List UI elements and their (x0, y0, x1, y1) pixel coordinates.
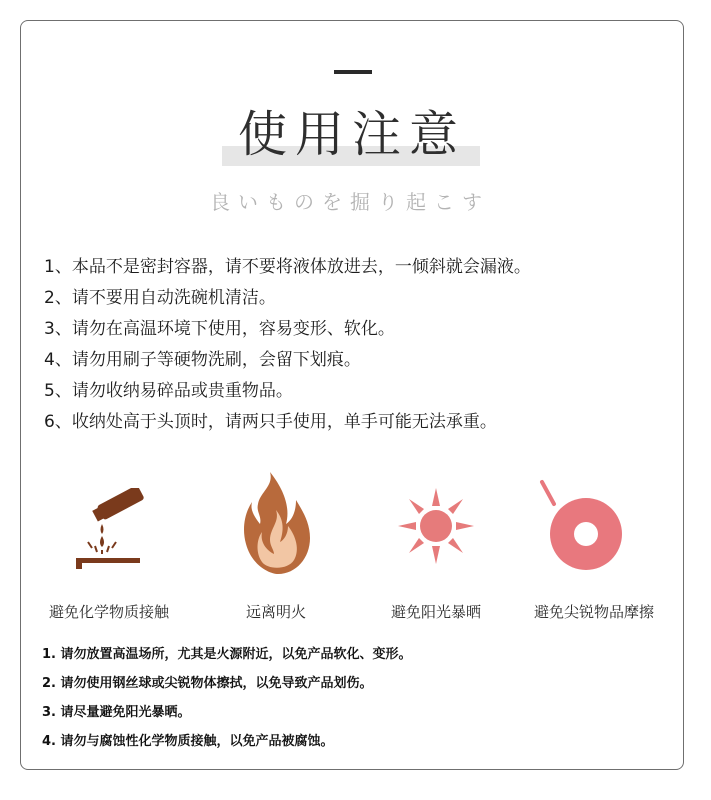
note-item: 6、收纳处高于头顶时，请两只手使用，单手可能无法承重。 (44, 412, 497, 432)
note-item: 5、请勿收纳易碎品或贵重物品。 (44, 381, 293, 401)
note-item: 4、请勿用刷子等硬物洗刷，会留下划痕。 (44, 350, 361, 370)
tip-item: 4. 请勿与腐蚀性化学物质接触，以免产品被腐蚀。 (42, 734, 334, 749)
sharp-object-icon (536, 478, 636, 572)
icon-label-flame: 远离明火 (245, 603, 306, 621)
title-dash (334, 70, 372, 74)
note-item: 2、请不要用自动洗碗机清洁。 (44, 288, 276, 308)
flame-icon (240, 470, 312, 576)
icon-label-chemical: 避免化学物质接触 (48, 603, 169, 621)
tip-item: 1. 请勿放置高温场所，尤其是火源附近，以免产品软化、变形。 (42, 647, 412, 662)
chemical-pour-icon (66, 488, 150, 574)
page-title: 使用注意 (237, 106, 466, 163)
tip-item: 2. 请勿使用钢丝球或尖锐物体擦拭，以免导致产品划伤。 (42, 676, 373, 691)
sun-icon (396, 486, 476, 566)
tips-list (42, 640, 642, 756)
page-subtitle: 良いものを掘り起こす (210, 190, 490, 214)
title-block (222, 100, 482, 170)
note-item: 1、本品不是密封容器，请不要将液体放进去，一倾斜就会漏液。 (44, 257, 531, 277)
tip-item: 3. 请尽量避免阳光暴晒。 (42, 705, 191, 720)
icon-label-sun: 避免阳光暴晒 (390, 603, 481, 621)
note-item: 3、请勿在高温环境下使用，容易变形、软化。 (44, 319, 395, 339)
icon-label-sharp: 避免尖锐物品摩擦 (533, 603, 654, 621)
notes-list (44, 252, 674, 438)
